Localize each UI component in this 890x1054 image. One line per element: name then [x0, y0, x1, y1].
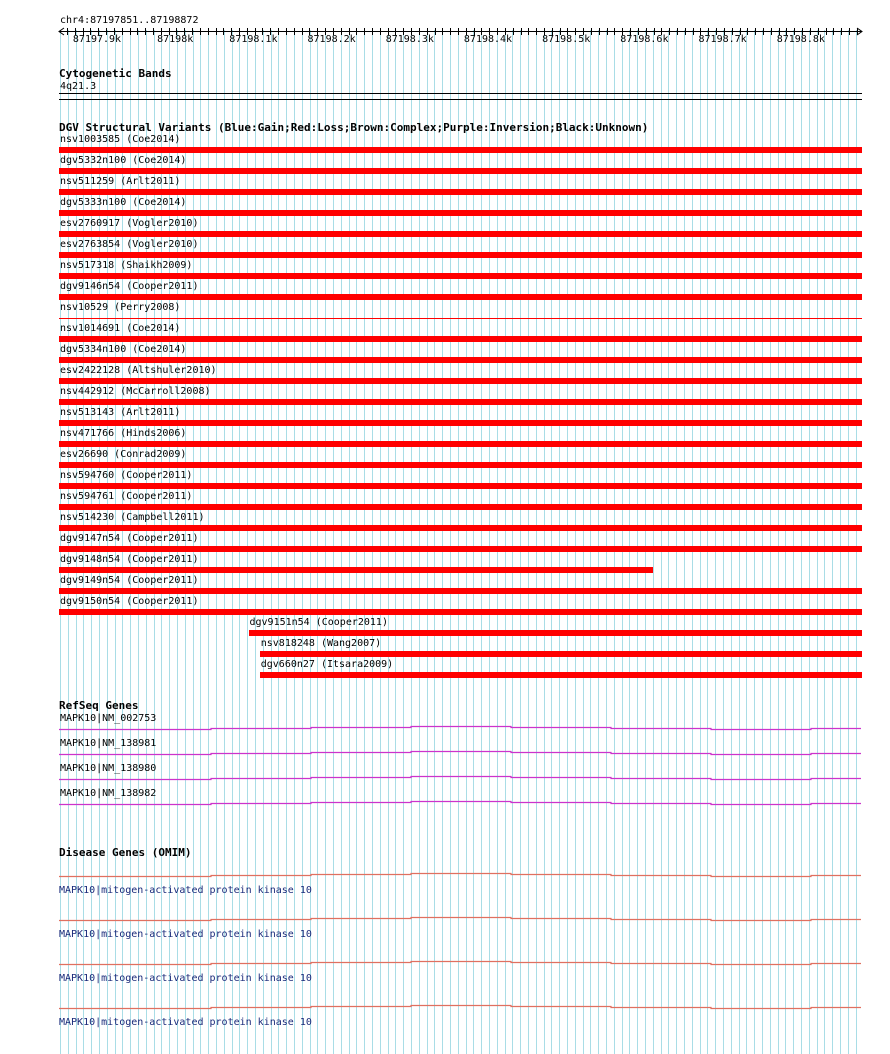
- dgv-variant-label[interactable]: nsv594760 (Cooper2011): [60, 470, 193, 481]
- refseq-gene-label[interactable]: MAPK10|NM_002753: [60, 713, 157, 724]
- omim-gene-line: [59, 962, 861, 965]
- ruler-tick-label: 87197.9k: [72, 34, 122, 45]
- dgv-variant-label[interactable]: esv2422128 (Altshuler2010): [60, 365, 217, 376]
- refseq-gene-label[interactable]: MAPK10|NM_138981: [60, 738, 157, 749]
- dgv-variant-label[interactable]: esv2763854 (Vogler2010): [60, 239, 199, 250]
- refseq-gene-label[interactable]: MAPK10|NM_138982: [60, 788, 157, 799]
- omim-gene-line: [59, 874, 861, 877]
- dgv-variant-label[interactable]: dgv9147n54 (Cooper2011): [60, 533, 199, 544]
- ruler-tick-label: 87198.6k: [620, 34, 669, 45]
- ruler-tick-label: 87198.2k: [307, 34, 356, 45]
- cytoband-label: 4q21.3: [60, 81, 97, 92]
- dgv-variant-label[interactable]: nsv818248 (Wang2007): [260, 638, 382, 649]
- dgv-variant-label[interactable]: nsv10529 (Perry2008): [60, 302, 181, 313]
- dgv-variant-label[interactable]: nsv517318 (Shaikh2009): [60, 260, 193, 271]
- ruler-tick-label: 87198k: [157, 34, 194, 45]
- dgv-variant-label[interactable]: dgv660n27 (Itsara2009): [260, 659, 394, 670]
- dgv-variant-label[interactable]: dgv5334n100 (Coe2014): [60, 344, 187, 355]
- ruler-tick-label: 87198.7k: [698, 34, 747, 45]
- dgv-variant-label[interactable]: nsv511259 (Arlt2011): [60, 176, 181, 187]
- dgv-variant-label[interactable]: dgv5332n100 (Coe2014): [60, 155, 187, 166]
- omim-track-title: Disease Genes (OMIM): [59, 846, 192, 859]
- ruler-tick-label: 87198.1k: [229, 34, 278, 45]
- omim-gene-line: [59, 918, 861, 921]
- cytoband-track-title: Cytogenetic Bands: [59, 67, 172, 80]
- refseq-gene-label[interactable]: MAPK10|NM_138980: [60, 763, 157, 774]
- dgv-variant-label[interactable]: dgv5333n100 (Coe2014): [60, 197, 187, 208]
- ruler-tick-label: 87198.4k: [463, 34, 513, 45]
- omim-gene-label[interactable]: MAPK10|mitogen-activated protein kinase 10: [59, 885, 312, 896]
- dgv-variant-label[interactable]: nsv594761 (Cooper2011): [60, 491, 193, 502]
- dgv-track-title: DGV Structural Variants (Blue:Gain;Red:Loss;Brown:Complex;Purple:Inversion;Black:Unknown): [59, 121, 649, 134]
- dgv-variant-label[interactable]: esv26690 (Conrad2009): [60, 449, 187, 460]
- dgv-variant-label[interactable]: dgv9151n54 (Cooper2011): [249, 617, 388, 628]
- dgv-variant-label[interactable]: dgv9148n54 (Cooper2011): [60, 554, 199, 565]
- dgv-variant-label[interactable]: nsv1003585 (Coe2014): [60, 134, 181, 145]
- dgv-variant-label[interactable]: dgv9146n54 (Cooper2011): [60, 281, 199, 292]
- refseq-track-title: RefSeq Genes: [59, 699, 139, 712]
- omim-gene-label[interactable]: MAPK10|mitogen-activated protein kinase 10: [59, 973, 312, 984]
- dgv-variant-label[interactable]: dgv9149n54 (Cooper2011): [60, 575, 199, 586]
- omim-gene-line: [59, 1006, 861, 1009]
- dgv-variant-label[interactable]: nsv471766 (Hinds2006): [60, 428, 187, 439]
- location-label: chr4:87197851..87198872: [60, 15, 199, 26]
- ruler-tick-label: 87198.8k: [776, 34, 825, 45]
- omim-gene-label[interactable]: MAPK10|mitogen-activated protein kinase 10: [59, 929, 312, 940]
- dgv-variant-label[interactable]: nsv1014691 (Coe2014): [60, 323, 181, 334]
- dgv-variant-label[interactable]: nsv513143 (Arlt2011): [60, 407, 181, 418]
- dgv-variant-label[interactable]: dgv9150n54 (Cooper2011): [60, 596, 199, 607]
- dgv-variant-label[interactable]: esv2760917 (Vogler2010): [60, 218, 199, 229]
- ruler-tick-label: 87198.5k: [542, 34, 591, 45]
- dgv-variant-label[interactable]: nsv442912 (McCarroll2008): [60, 386, 211, 397]
- dgv-variant-label[interactable]: nsv514230 (Campbell2011): [60, 512, 205, 523]
- ruler-tick-label: 87198.3k: [385, 34, 434, 45]
- omim-gene-label[interactable]: MAPK10|mitogen-activated protein kinase 10: [59, 1017, 312, 1028]
